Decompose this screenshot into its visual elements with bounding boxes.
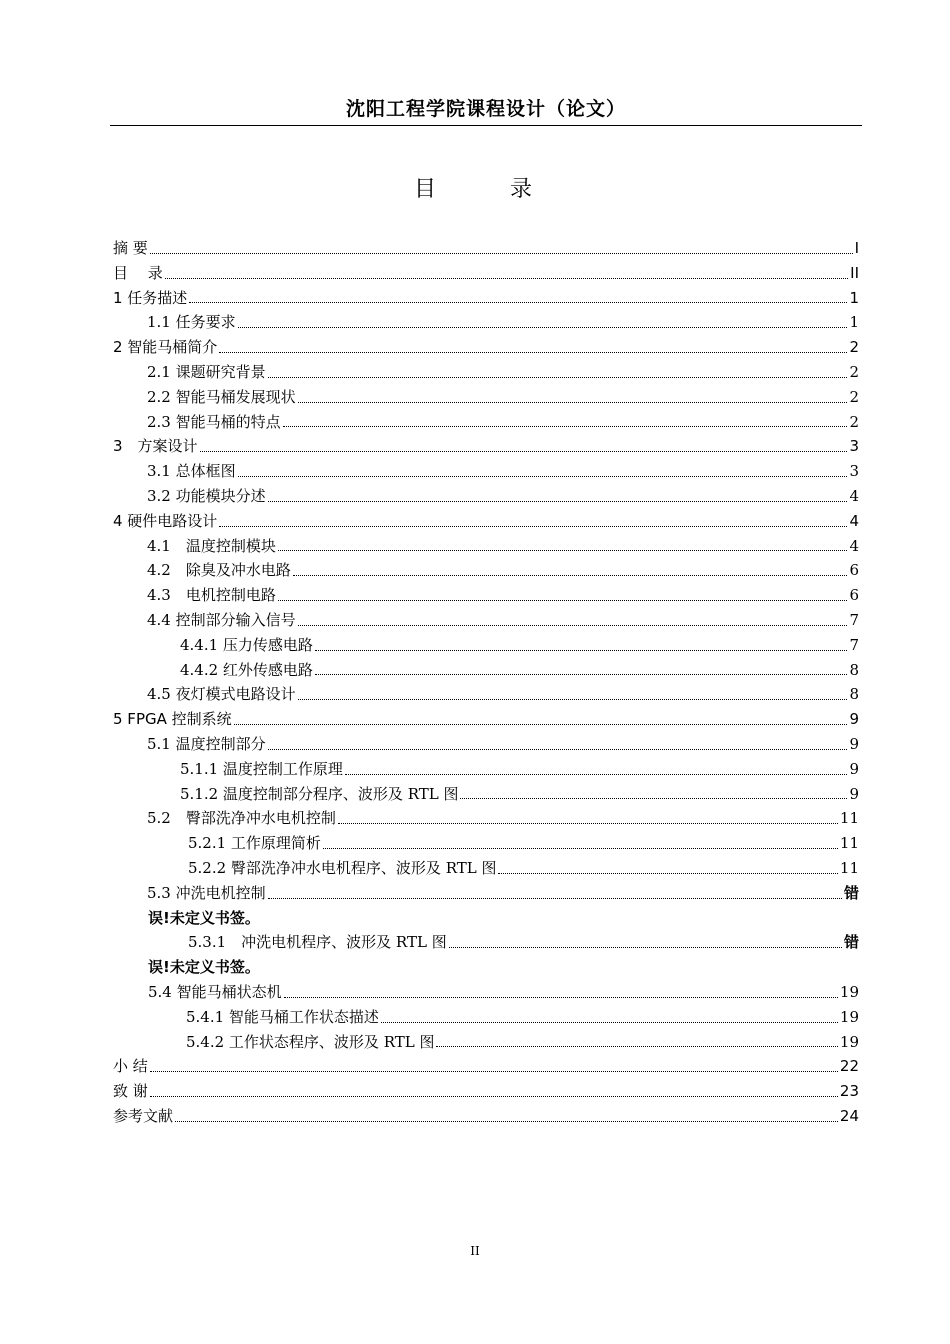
toc-entry-page-number: 3 xyxy=(849,462,859,481)
toc-entry-page-number: 9 xyxy=(849,784,859,803)
dot-leader xyxy=(436,1046,837,1047)
toc-entry-label: 4.4.1 压力传感电路 xyxy=(180,635,313,654)
dot-leader xyxy=(283,426,848,427)
dot-leader xyxy=(345,774,848,775)
toc-entry-label: 4.1 温度控制模块 xyxy=(147,536,276,555)
running-header-title: 沈阳工程学院课程设计（论文） xyxy=(345,98,626,120)
toc-entry-label: 5.1.2 温度控制部分程序、波形及 RTL 图 xyxy=(180,784,459,803)
toc-entry-page-number: 4 xyxy=(849,511,859,530)
toc-entry-page-number: 19 xyxy=(839,1007,859,1026)
toc-entry[interactable] xyxy=(113,286,859,311)
toc-entry-page-number: II xyxy=(850,263,859,282)
toc-entry[interactable] xyxy=(113,806,859,831)
toc-entry-page-number: 9 xyxy=(849,734,859,753)
toc-entry[interactable] xyxy=(113,782,859,807)
dot-leader xyxy=(293,575,848,576)
dot-leader xyxy=(449,947,842,948)
dot-leader xyxy=(315,650,848,651)
toc-entry-page-number: 4 xyxy=(849,536,859,555)
toc-entry[interactable] xyxy=(113,881,859,906)
dot-leader xyxy=(268,501,848,502)
toc-entry-label: 2 智能马桶简介 xyxy=(113,338,218,357)
dot-leader xyxy=(150,1071,838,1072)
toc-entry-page-number: 2 xyxy=(849,362,859,381)
dot-leader xyxy=(278,600,848,601)
dot-leader xyxy=(298,402,848,403)
toc-entry-page-number: 错 xyxy=(843,933,859,952)
toc-entry[interactable] xyxy=(113,459,859,484)
toc-entry[interactable] xyxy=(113,707,859,732)
dot-leader xyxy=(238,476,848,477)
dot-leader xyxy=(284,997,838,998)
toc-entry-page-number: 11 xyxy=(839,809,859,828)
dot-leader xyxy=(175,1121,838,1122)
toc-entry-page-number: 2 xyxy=(849,338,859,357)
dot-leader xyxy=(268,749,848,750)
toc-entry-page-number: 1 xyxy=(849,313,859,332)
dot-leader xyxy=(298,625,848,626)
toc-entry[interactable] xyxy=(113,1054,859,1079)
toc-entry-label: 摘 要 xyxy=(113,239,148,257)
toc-entry-page-number: 9 xyxy=(849,710,859,729)
dot-leader xyxy=(278,550,848,551)
toc-entry[interactable] xyxy=(113,410,859,435)
toc-entry[interactable] xyxy=(113,310,859,335)
toc-entry[interactable] xyxy=(113,1079,859,1104)
toc-entry[interactable] xyxy=(113,658,859,683)
toc-entry-page-number: 23 xyxy=(839,1082,859,1101)
toc-entry-page-number: 11 xyxy=(839,834,859,853)
toc-entry-label: 5.4.2 工作状态程序、波形及 RTL 图 xyxy=(186,1032,435,1051)
toc-entry[interactable] xyxy=(113,682,859,707)
toc-entry-label: 5.1.1 温度控制工作原理 xyxy=(180,759,343,778)
dot-leader xyxy=(165,278,848,279)
toc-entry-label: 3.2 功能模块分述 xyxy=(147,486,266,505)
toc-entry-page-number: 19 xyxy=(839,1032,859,1051)
toc-entry-label: 5.2.1 工作原理简析 xyxy=(188,834,321,853)
toc-entry-page-number: 2 xyxy=(849,387,859,406)
toc-entry-label: 5.3 冲洗电机控制 xyxy=(147,883,266,902)
toc-entry-label: 3 方案设计 xyxy=(113,437,198,456)
toc-entry[interactable] xyxy=(113,360,859,385)
toc-entry-page-number: 24 xyxy=(839,1106,859,1125)
toc-entry-page-number: 22 xyxy=(839,1057,859,1076)
dot-leader xyxy=(219,352,847,353)
toc-entry[interactable] xyxy=(113,558,859,583)
toc-entry-label: 4.3 电机控制电路 xyxy=(147,586,276,605)
dot-leader xyxy=(219,526,847,527)
toc-entry-page-number: 8 xyxy=(849,685,859,704)
dot-leader xyxy=(189,302,847,303)
toc-entry-page-number: 11 xyxy=(839,858,859,877)
toc-entry-label: 5.1 温度控制部分 xyxy=(147,734,266,753)
dot-leader xyxy=(323,848,838,849)
toc-entry[interactable] xyxy=(113,385,859,410)
toc-entry-label: 5.4.1 智能马桶工作状态描述 xyxy=(186,1007,379,1026)
toc-entry-label: 5.3.1 冲洗电机程序、波形及 RTL 图 xyxy=(188,933,447,952)
toc-entry[interactable] xyxy=(113,1030,859,1055)
toc-entry-label: 致 谢 xyxy=(113,1082,148,1101)
toc-entry[interactable] xyxy=(113,261,859,286)
toc-entry[interactable] xyxy=(113,509,859,534)
dot-leader xyxy=(268,377,848,378)
toc-entry-label: 4.2 除臭及冲水电路 xyxy=(147,561,291,580)
toc-entry-page-number: 4 xyxy=(849,486,859,505)
toc-entry[interactable] xyxy=(113,608,859,633)
toc-entry-page-number: 7 xyxy=(849,635,859,654)
toc-entry-label: 4 硬件电路设计 xyxy=(113,511,218,530)
bookmark-error-text: 误!未定义书签。 xyxy=(148,908,260,927)
toc-entry-label: 5 FPGA 控制系统 xyxy=(113,710,232,729)
toc-entry-page-number: 6 xyxy=(849,561,859,580)
dot-leader xyxy=(234,724,848,725)
toc-entry-label: 参考文献 xyxy=(113,1106,174,1125)
toc-entry-label: 1.1 任务要求 xyxy=(147,313,236,332)
toc-entry[interactable] xyxy=(113,1104,859,1129)
toc-entry[interactable] xyxy=(113,831,859,856)
toc-entry-page-number: 19 xyxy=(839,982,859,1001)
toc-entry-label: 4.4.2 红外传感电路 xyxy=(180,660,313,679)
toc-entry-page-number: 6 xyxy=(849,586,859,605)
toc-entry[interactable] xyxy=(113,980,859,1005)
dot-leader xyxy=(238,327,848,328)
footer-page-number: II xyxy=(470,1244,480,1258)
toc-entry-label: 5.4 智能马桶状态机 xyxy=(148,982,282,1001)
toc-entry-label: 5.2.2 臀部洗净冲水电机程序、波形及 RTL 图 xyxy=(188,858,497,877)
toc-entry[interactable] xyxy=(113,757,859,782)
toc-entry-page-number: 2 xyxy=(849,412,859,431)
toc-entry-page-number: I xyxy=(854,239,859,257)
toc-entry[interactable] xyxy=(113,236,859,261)
table-of-contents xyxy=(113,236,859,1129)
toc-entry-page-number: 9 xyxy=(849,759,859,778)
toc-entry-label: 2.2 智能马桶发展现状 xyxy=(147,387,296,406)
toc-entry[interactable] xyxy=(113,434,859,459)
toc-entry[interactable] xyxy=(113,856,859,881)
toc-entry[interactable] xyxy=(113,1005,859,1030)
toc-entry[interactable] xyxy=(113,930,859,955)
toc-entry-label: 目 录 xyxy=(113,263,163,282)
toc-entry-label: 1 任务描述 xyxy=(113,288,188,307)
dot-leader xyxy=(498,873,837,874)
toc-heading: 目 录 xyxy=(413,177,558,202)
dot-leader xyxy=(150,253,853,254)
toc-entry[interactable] xyxy=(113,583,859,608)
toc-entry-label: 4.4 控制部分输入信号 xyxy=(147,610,296,629)
toc-entry-page-number: 1 xyxy=(849,288,859,307)
toc-entry[interactable] xyxy=(113,534,859,559)
toc-entry-page-number: 错 xyxy=(843,883,859,902)
toc-entry[interactable] xyxy=(113,484,859,509)
dot-leader xyxy=(338,823,838,824)
dot-leader xyxy=(381,1022,838,1023)
toc-entry[interactable] xyxy=(113,633,859,658)
toc-entry-label: 4.5 夜灯模式电路设计 xyxy=(147,685,296,704)
dot-leader xyxy=(150,1096,838,1097)
toc-entry-label: 5.2 臀部洗净冲水电机控制 xyxy=(147,809,336,828)
header-divider xyxy=(110,125,862,126)
toc-entry-label: 2.1 课题研究背景 xyxy=(147,362,266,381)
toc-entry-label: 小 结 xyxy=(113,1057,148,1076)
dot-leader xyxy=(298,699,848,700)
toc-entry-label: 2.3 智能马桶的特点 xyxy=(147,412,281,431)
toc-entry-page-number: 3 xyxy=(849,437,859,456)
bookmark-error-text: 误!未定义书签。 xyxy=(148,958,260,977)
toc-entry[interactable] xyxy=(113,335,859,360)
dot-leader xyxy=(268,898,842,899)
dot-leader xyxy=(315,674,848,675)
dot-leader xyxy=(200,451,848,452)
toc-entry-page-number: 8 xyxy=(849,660,859,679)
toc-entry-page-number: 7 xyxy=(849,610,859,629)
toc-entry-label: 3.1 总体框图 xyxy=(147,462,236,481)
toc-entry[interactable] xyxy=(113,732,859,757)
dot-leader xyxy=(460,798,847,799)
